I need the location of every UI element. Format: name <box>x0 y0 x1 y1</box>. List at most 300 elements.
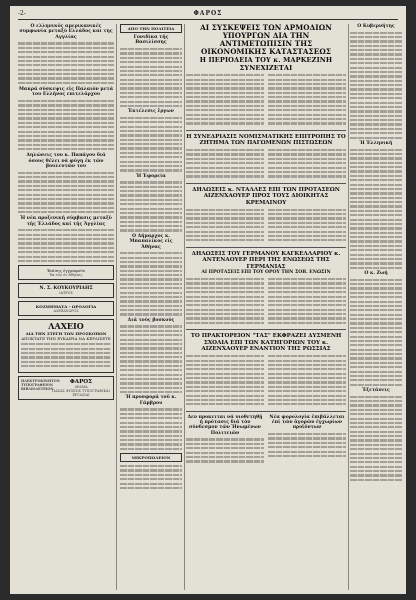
text-line <box>350 137 402 139</box>
text-line <box>120 70 182 72</box>
main-headline-sub: Η ΠΕΡΙΟΔΕΙΑ ΤΟΥ κ. ΜΑΡΚΕΖΙΝΗ ΣΥΝΕΧΙΖΕΤΑΙ <box>199 56 333 72</box>
text-line <box>268 83 346 85</box>
text-line <box>186 100 264 102</box>
text-line <box>120 474 182 476</box>
text-line <box>18 247 114 249</box>
text-line <box>350 344 402 346</box>
text-line <box>350 162 402 164</box>
text-line <box>186 167 264 169</box>
text-line <box>120 101 182 103</box>
text-line <box>268 446 346 448</box>
text-line <box>120 305 182 307</box>
text-line <box>18 51 114 53</box>
text-line <box>350 157 402 159</box>
text-line <box>350 439 402 441</box>
text-line <box>18 229 114 231</box>
text-line <box>120 143 182 145</box>
text-line <box>186 304 264 306</box>
text-line <box>186 390 264 392</box>
text-line <box>120 152 182 154</box>
text-line <box>268 399 346 401</box>
text-line <box>120 265 182 267</box>
advertisement <box>18 283 114 298</box>
text-line <box>350 214 402 216</box>
text-line <box>186 278 264 280</box>
text-line <box>350 88 402 90</box>
text-line <box>186 381 264 383</box>
section-label <box>120 453 182 462</box>
text-line <box>120 139 182 141</box>
text-line <box>18 82 114 84</box>
text-line <box>186 291 264 293</box>
text-line <box>120 408 182 410</box>
divider <box>186 183 346 184</box>
text-line <box>186 355 264 357</box>
text-line <box>120 413 182 415</box>
text-line <box>120 105 182 107</box>
text-line <box>186 114 264 116</box>
text-line <box>350 418 402 420</box>
text-line <box>350 97 402 99</box>
text-line <box>120 121 182 123</box>
lottery-line: ΑΠΟΚΤΑΤΕ ΤΗΝ ΕΥΚΑΙΡΙΑ ΝΑ ΚΕΡΔΙΣΕΤΕ <box>21 336 111 342</box>
text-line <box>120 92 182 94</box>
text-line <box>350 249 402 251</box>
text-line <box>21 365 111 367</box>
lottery-line: ΔΙΑ ΤΗΝ ΣΤΕΓΗ ΤΩΝ ΠΡΟΣΚΟΠΩΝ <box>25 331 107 337</box>
text-line <box>120 212 182 214</box>
text-line <box>120 225 182 227</box>
text-line <box>350 258 402 260</box>
text-line <box>350 102 402 104</box>
text-line <box>350 245 402 247</box>
text-line <box>350 453 402 455</box>
item-headline: Διά τούς βοσκούς <box>127 317 175 323</box>
text-line <box>120 287 182 289</box>
text-line <box>18 148 114 150</box>
text-line <box>350 444 402 446</box>
text-line <box>186 364 264 366</box>
text-line <box>120 66 182 68</box>
article-headline: ΤΟ ΠΡΑΚΤΟΡΕΙΟΝ "ΤΑΣ" ΕΚΦΡΑΖΕΙ ΔΥΣΜΕΝΗ ΣΧΟΛΙΑ ΕΠΙ ΤΩΝ ΚΑΤΗΓΟΡΙΩΝ ΤΟΥ κ. ΑΙΖΕΝΧΑΟΥΕΡ ΕΝΑΝΤΙΟΝ ΤΗΣ ΡΩΣΣΙΑΣ <box>190 333 342 353</box>
text-line <box>350 184 402 186</box>
text-line <box>120 296 182 298</box>
text-line <box>350 223 402 225</box>
text-line <box>350 49 402 51</box>
text-line <box>18 104 114 106</box>
text-line <box>120 117 182 119</box>
newspaper-page <box>10 6 406 594</box>
text-line <box>350 188 402 190</box>
text-line <box>350 322 402 324</box>
text-line <box>120 283 182 285</box>
article-headline: Ο ελληνικός αμερικανικές συμφωνία μεταξύ Ελλάδος και της Αγγλίας <box>19 24 113 40</box>
text-line <box>350 331 402 333</box>
text-line <box>350 422 402 424</box>
text-line <box>120 165 182 167</box>
text-line <box>18 126 114 128</box>
text-line <box>350 314 402 316</box>
text-line <box>268 296 346 298</box>
text-line <box>268 114 346 116</box>
divider <box>186 329 346 330</box>
article-headline: Δεν προκειται νά υιοθετηθῇ ἡ πρότασις διά τόν σύνδεσμον τῶν Ἡνωμένων Πολιτειῶν <box>187 414 263 436</box>
text-line <box>350 267 402 269</box>
ad-subtitle: ΑΛΕΞΑΝΔΡΟΣ <box>53 309 79 314</box>
text-line <box>268 287 346 289</box>
text-line <box>18 202 114 204</box>
text-line <box>21 356 111 358</box>
column-divider <box>116 24 117 590</box>
text-line <box>268 231 346 233</box>
text-line <box>186 87 264 89</box>
text-line <box>186 231 264 233</box>
section-label <box>120 24 182 33</box>
text-line <box>350 292 402 294</box>
text-line <box>268 149 346 151</box>
text-line <box>186 213 264 215</box>
text-line <box>120 422 182 424</box>
text-line <box>120 169 182 171</box>
article-body <box>18 100 114 150</box>
text-line <box>350 119 402 121</box>
text-line <box>350 67 402 69</box>
text-line <box>120 426 182 428</box>
text-line <box>350 309 402 311</box>
text-line <box>186 226 264 228</box>
item-headline: Ἡ Ἐφορεία <box>136 173 166 179</box>
text-line <box>350 409 402 411</box>
text-line <box>350 362 402 364</box>
text-line <box>268 451 346 453</box>
text-line <box>186 386 264 388</box>
text-line <box>186 83 264 85</box>
text-line <box>350 149 402 151</box>
article-headline: Μακρά σύσκεψις εἰς Παλαιόν μετά του Ελλήνος επιτελάρχου <box>18 86 114 98</box>
text-line <box>186 373 264 375</box>
text-line <box>350 327 402 329</box>
text-line <box>186 438 264 440</box>
text-line <box>21 343 111 345</box>
text-line <box>120 300 182 302</box>
text-line <box>350 170 402 172</box>
text-line <box>186 399 264 401</box>
item-headline: Ἐξετάσεις <box>362 388 390 394</box>
article-body <box>186 276 346 326</box>
text-line <box>268 355 346 357</box>
text-line <box>120 360 182 362</box>
text-line <box>18 109 114 111</box>
text-line <box>350 371 402 373</box>
text-line <box>268 291 346 293</box>
text-line <box>350 84 402 86</box>
printing-title: ΦΑΡΟΣ <box>69 378 93 385</box>
item-headline: Ἐκτέλεσις ἔργων <box>127 109 174 115</box>
text-line <box>186 447 264 449</box>
text-line <box>186 217 264 219</box>
text-line <box>120 417 182 419</box>
text-line <box>350 132 402 134</box>
text-line <box>268 313 346 315</box>
text-line <box>350 435 402 437</box>
text-line <box>186 158 264 160</box>
text-line <box>350 106 402 108</box>
text-line <box>120 313 182 315</box>
text-line <box>120 387 182 389</box>
article-headline: Ἡ νέα προξενική σύμβασις μεταξὺ τῆς Ἑλλάδος καί τῆς Ἀγγλίας <box>20 216 112 227</box>
text-line <box>120 347 182 349</box>
text-line <box>18 47 114 49</box>
text-line <box>268 364 346 366</box>
bottom-articles <box>186 415 346 465</box>
text-line <box>18 73 114 75</box>
text-line <box>120 465 182 467</box>
text-line <box>120 356 182 358</box>
text-line <box>120 274 182 276</box>
text-line <box>120 369 182 371</box>
text-line <box>268 109 346 111</box>
text-line <box>186 300 264 302</box>
text-line <box>350 80 402 82</box>
text-line <box>350 301 402 303</box>
article-body <box>18 172 114 214</box>
text-line <box>18 131 114 133</box>
column-3 <box>186 24 346 465</box>
text-line <box>186 317 264 319</box>
text-line <box>18 122 114 124</box>
text-line <box>120 478 182 480</box>
text-line <box>268 381 346 383</box>
lottery-advertisement <box>18 319 114 372</box>
text-line <box>186 368 264 370</box>
advertisement <box>18 265 114 280</box>
text-line <box>186 443 264 445</box>
text-line <box>18 189 114 191</box>
text-line <box>268 360 346 362</box>
text-line <box>268 386 346 388</box>
text-line <box>120 186 182 188</box>
text-line <box>268 455 346 457</box>
text-line <box>186 282 264 284</box>
text-line <box>120 374 182 376</box>
text-line <box>350 262 402 264</box>
divider <box>186 247 346 248</box>
article-headline: ΔΗΛΩΣΕΙΣ κ. ΝΤΑΛΛΕΣ ΕΠΙ ΤΩΝ ΠΡΟΤΑΣΕΩΝ ΑΙΖΕΝΧΑΟΥΕΡ ΠΡΟΣ ΤΟΥΣ ΔΙΟΙΚΗΤΑΣ ΚΡΕΜΛΙΝΟΥ <box>192 186 340 206</box>
page-number: -2- <box>18 10 26 17</box>
item-headline: Γονιδίκα τῆς Βασιλίσσης <box>133 35 169 46</box>
text-line <box>350 283 402 285</box>
text-line <box>18 238 114 240</box>
text-line <box>268 79 346 81</box>
text-line <box>120 339 182 341</box>
text-line <box>18 144 114 146</box>
text-line <box>350 366 402 368</box>
text-line <box>120 391 182 393</box>
text-line <box>350 75 402 77</box>
text-line <box>120 261 182 263</box>
text-line <box>120 134 182 136</box>
text-line <box>120 203 182 205</box>
text-line <box>350 179 402 181</box>
text-line <box>18 69 114 71</box>
text-line <box>350 205 402 207</box>
article-headline: ΔΗΛΩΣΕΙΣ ΤΟΥ ΓΕΡΜΑΝΟΥ ΚΑΓΚΕΛΛΑΡΙΟΥ κ. ΑΝΤΕΝΑΟΥΕΡ ΠΕΡΙ ΤΗΣ ΕΝΩΣΕΩΣ ΤΗΣ ΓΕΡΜΑΝΙΑΣ <box>191 250 341 270</box>
text-line <box>186 79 264 81</box>
text-line <box>268 171 346 173</box>
text-line <box>120 190 182 192</box>
text-line <box>350 396 402 398</box>
text-line <box>120 309 182 311</box>
text-line <box>18 185 114 187</box>
text-line <box>120 52 182 54</box>
text-line <box>18 113 114 115</box>
item-headline: Ἡ Ἐλληνική <box>359 140 393 146</box>
text-line <box>120 325 182 327</box>
text-line <box>120 130 182 132</box>
article-headline: Δηλώσεις του κ. Παπάγου διά όσους θέλει νά φύγη ἐκ τῶν βουλευτῶν του <box>26 153 106 170</box>
text-line <box>268 282 346 284</box>
text-line <box>18 180 114 182</box>
text-line <box>18 211 114 213</box>
text-line <box>350 236 402 238</box>
text-line <box>186 222 264 224</box>
text-line <box>350 349 402 351</box>
text-line <box>120 278 182 280</box>
text-line <box>268 122 346 124</box>
text-line <box>268 377 346 379</box>
doctor-title: ΙΑΤΡΟΣ <box>59 291 73 296</box>
text-line <box>350 40 402 42</box>
text-line <box>186 235 264 237</box>
text-line <box>186 92 264 94</box>
article-headline: Η ΣΥΝΕΔΡΙΑΣΙΣ ΝΟΜΙΣΜΑΤΙΚΗΣ ΕΠΙΤΡΟΠΗΣ ΤΟ ΖΗΤΗΜΑ ΤΩΝ ΠΑΓΩΜΕΝΩΝ ΠΙΣΤΩΣΕΩΝ <box>186 133 346 147</box>
article-body <box>186 206 346 243</box>
text-line <box>350 404 402 406</box>
text-line <box>268 175 346 177</box>
text-line <box>268 395 346 397</box>
text-line <box>350 287 402 289</box>
printing-city: ΔΡΑΜΑ <box>74 385 88 390</box>
text-line <box>350 93 402 95</box>
text-line <box>350 71 402 73</box>
text-line <box>268 368 346 370</box>
text-line <box>268 162 346 164</box>
text-line <box>18 256 114 258</box>
text-line <box>18 139 114 141</box>
article-subheadline: ΑΙ ΠΡΟΤΑΣΕΙΣ ΕΠΙ ΤΟΥ ΟΡΟΥ ΤΗΝ ΣΟΒ. ΕΝΩΣΙΝ <box>201 270 331 276</box>
item-headline: Ο Κυβερνήτης <box>357 24 395 29</box>
text-line <box>120 96 182 98</box>
text-line <box>186 74 264 76</box>
text-line <box>268 309 346 311</box>
text-line <box>186 171 264 173</box>
text-line <box>268 213 346 215</box>
text-line <box>350 110 402 112</box>
text-line <box>186 209 264 211</box>
text-line <box>350 166 402 168</box>
text-line <box>268 96 346 98</box>
ad-title: ΚΟΣΜΗΜΑΤΑ - ΩΡΟΛΟΓΙΑ <box>35 304 97 310</box>
text-line <box>120 74 182 76</box>
text-line <box>350 201 402 203</box>
paper-name: ΦΑΡΟΣ <box>193 10 223 17</box>
text-line <box>120 343 182 345</box>
text-line <box>350 448 402 450</box>
section-label-text: ΜΙΚΡΟΠΩΛΕΙΟΝ <box>131 455 171 460</box>
text-line <box>350 227 402 229</box>
text-line <box>120 382 182 384</box>
text-line <box>268 317 346 319</box>
text-line <box>18 242 114 244</box>
text-line <box>120 292 182 294</box>
text-line <box>120 57 182 59</box>
text-line <box>186 403 264 405</box>
text-line <box>120 147 182 149</box>
text-line <box>18 194 114 196</box>
text-line <box>350 296 402 298</box>
text-line <box>350 115 402 117</box>
text-line <box>120 483 182 485</box>
text-line <box>186 287 264 289</box>
text-line <box>120 448 182 450</box>
advertisement <box>18 301 114 316</box>
text-line <box>18 77 114 79</box>
text-line <box>18 234 114 236</box>
text-line <box>350 336 402 338</box>
text-line <box>268 105 346 107</box>
text-line <box>120 87 182 89</box>
text-line <box>120 61 182 63</box>
text-line <box>268 153 346 155</box>
text-line <box>268 92 346 94</box>
text-line <box>120 334 182 336</box>
item-headline: Ο κ. Ζωή <box>364 271 388 277</box>
text-line <box>120 83 182 85</box>
text-line <box>186 175 264 177</box>
article-body <box>186 353 346 408</box>
text-line <box>120 430 182 432</box>
text-line <box>120 443 182 445</box>
text-line <box>120 257 182 259</box>
text-line <box>350 426 402 428</box>
text-line <box>350 240 402 242</box>
text-line <box>268 87 346 89</box>
text-line <box>120 365 182 367</box>
text-line <box>350 254 402 256</box>
page-header <box>18 10 398 20</box>
text-line <box>120 487 182 489</box>
text-line <box>18 64 114 66</box>
article-body <box>18 42 114 84</box>
column-1 <box>18 24 114 403</box>
text-line <box>120 199 182 201</box>
text-line <box>268 222 346 224</box>
text-line <box>350 353 402 355</box>
text-line <box>18 198 114 200</box>
text-line <box>268 217 346 219</box>
text-line <box>120 229 182 231</box>
text-line <box>350 340 402 342</box>
text-line <box>186 296 264 298</box>
text-line <box>350 58 402 60</box>
text-line <box>18 176 114 178</box>
text-line <box>120 126 182 128</box>
text-line <box>186 118 264 120</box>
text-line <box>18 135 114 137</box>
text-line <box>18 100 114 102</box>
text-line <box>21 352 111 354</box>
text-line <box>120 216 182 218</box>
